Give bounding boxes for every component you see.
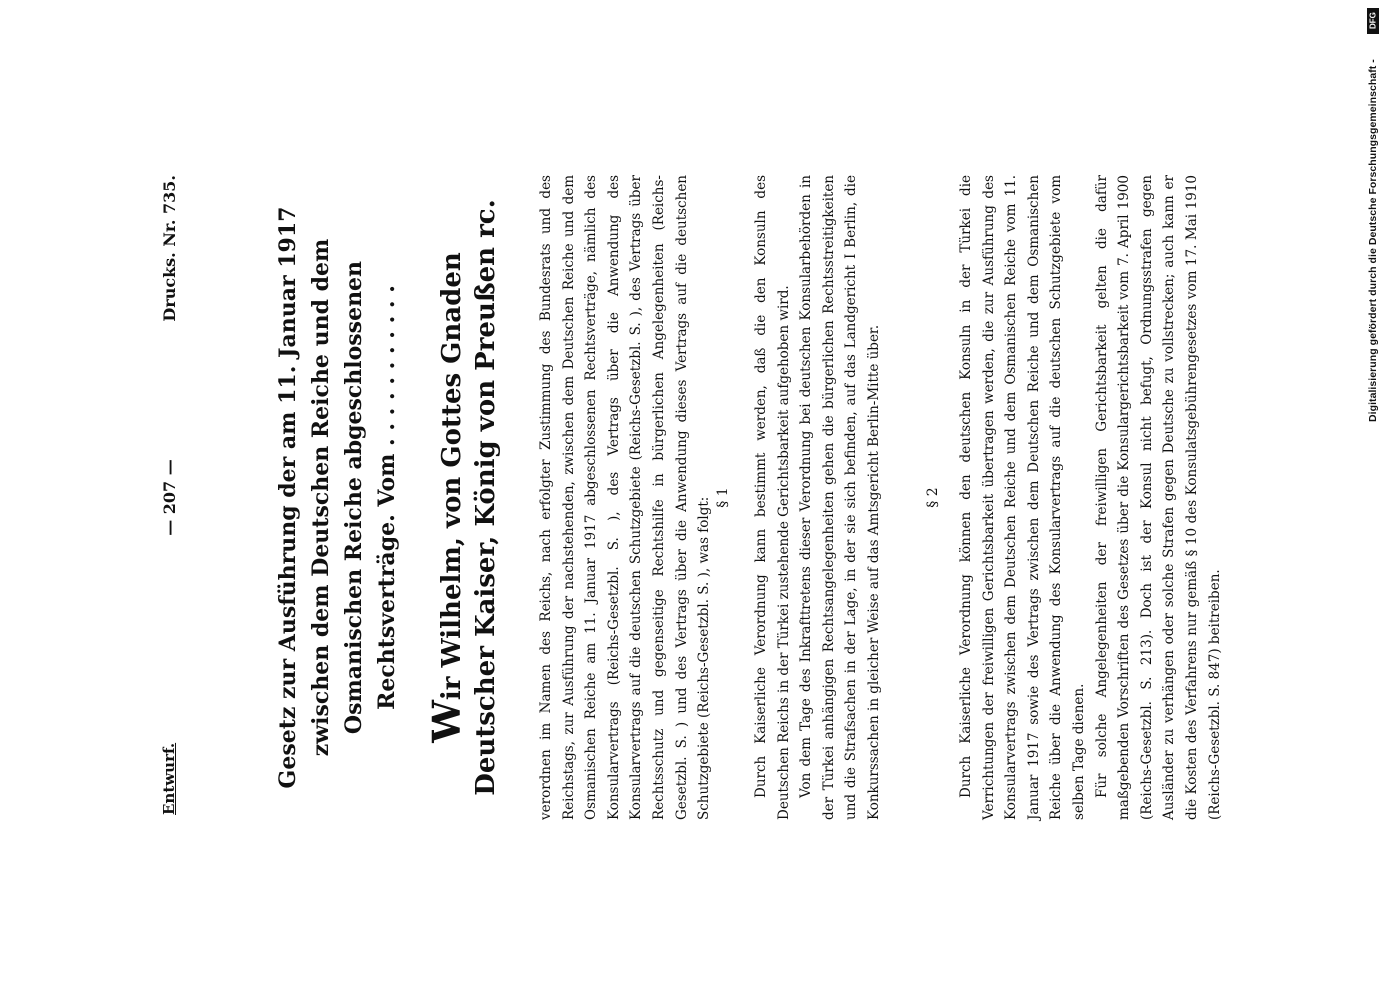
section-2-body (955, 175, 1226, 820)
section-1-paragraph-2: Von dem Tage des Inkrafttretens dieser Verordnung bei deutschen Konsularbehörden in der Türkei anhängigen Rechtsangelegenheiten gehen die bürgerlichen Rechtsstreitigkeiten und die Strafsachen in der Lage, in der sie sich befinden, auf das Landgericht I Berlin, die Konkurssachen in gleicher Weise auf das Amtsgericht Berlin-Mitte über. (798, 175, 882, 820)
initial-letter: W (424, 700, 469, 743)
draft-label: Entwurf. (160, 742, 178, 815)
rotated-document-page (160, 175, 1250, 820)
section-2-paragraph-2: Für solche Angelegenheiten der freiwilligen Gerichtsbarkeit gelten die dafür maßgebenden Vorschriften des Gesetzes über die Konsulargerichtsbarkeit vom 7. April 1900 (Reichs-Gesetzbl. S. 213). Doch ist der Konsul nicht befugt, Ordnungsstrafen gegen Ausländer zu verhängen oder solche Strafen gegen Deutsche zu vollstrecken; auch kann er die Kosten des Verfahrens nur gemäß § 10 des Konsulatsgebührengesetzes vom 17. Mai 1910 (Reichs-Gesetzbl. S. 847) beitreiben. (1093, 175, 1223, 820)
enacting-formula-text: ir Wilhelm, von Gottes Gnaden Deutscher Kaiser, König von Preußen rc. (437, 199, 501, 796)
section-2-paragraph-1: Durch Kaiserliche Verordnung können den deutschen Konsuln in der Türkei die Verrichtungen der freiwilligen Gerichtsbarkeit übertragen werden, die zur Ausführung des Konsularvertrags zwischen dem Deutschen Reiche und dem Osmanischen Reiche vom 11. Januar 1917 sowie des Vertrags zwischen dem Deutschen Reiche und dem Osmanischen Reiche über die Anwendung des Konsularvertrags auf die deutschen Schutzgebiete vom selben Tage dienen. (958, 175, 1087, 820)
digitization-credit: Digitalisierung gefördert durch die Deutsche Forschungsgemeinschaft - (1367, 59, 1379, 422)
preamble-text: verordnen im Namen des Reichs, nach erfolgter Zustimmung des Bundesrats und des Reichstags, zur Ausführung der nachstehenden, zwischen dem Deutschen Reiche und dem Osmanischen Reiche am 11. Januar 1917 abgeschlossenen Rechtsverträge, nämlich des Konsularvertrags (Reichs-Gesetzbl. S. ), des Vertrags über die Anwendung des Konsularvertrags auf die deutschen Schutzgebiete (Reichs-Gesetzbl. S. ), des Vertrags über Rechtsschutz und gegenseitige Rechtshilfe in bürgerlichen Angelegenheiten (Reichs-Gesetzbl. S. ) und des Vertrags über die Anwendung dieses Vertrags auf die deutschen Schutzgebiete (Reichs-Gesetzbl. S. ), was folgt: (538, 175, 713, 820)
section-2-title: § 2 (925, 487, 941, 508)
page-number: — 207 — (160, 459, 179, 536)
section-1-title: § 1 (715, 487, 731, 508)
law-title: Gesetz zur Ausführung der am 11. Januar 1917 zwischen dem Deutschen Reiche und dem Osmanischen Reiche abgeschlossenen Rechtsverträge. Vom . . . . . . . . . . . (275, 206, 400, 789)
section-1-paragraph-1: Durch Kaiserliche Verordnung kann bestimmt werden, daß die den Konsuln des Deutschen Reichs in der Türkei zustehende Gerichtsbarkeit aufgehoben wird. (753, 175, 792, 820)
print-number: Drucks. Nr. 735. (160, 175, 179, 322)
section-1-body (750, 175, 886, 820)
preamble (535, 175, 716, 820)
dfg-logo-badge: DFG (1367, 8, 1379, 34)
enacting-formula (424, 175, 503, 820)
